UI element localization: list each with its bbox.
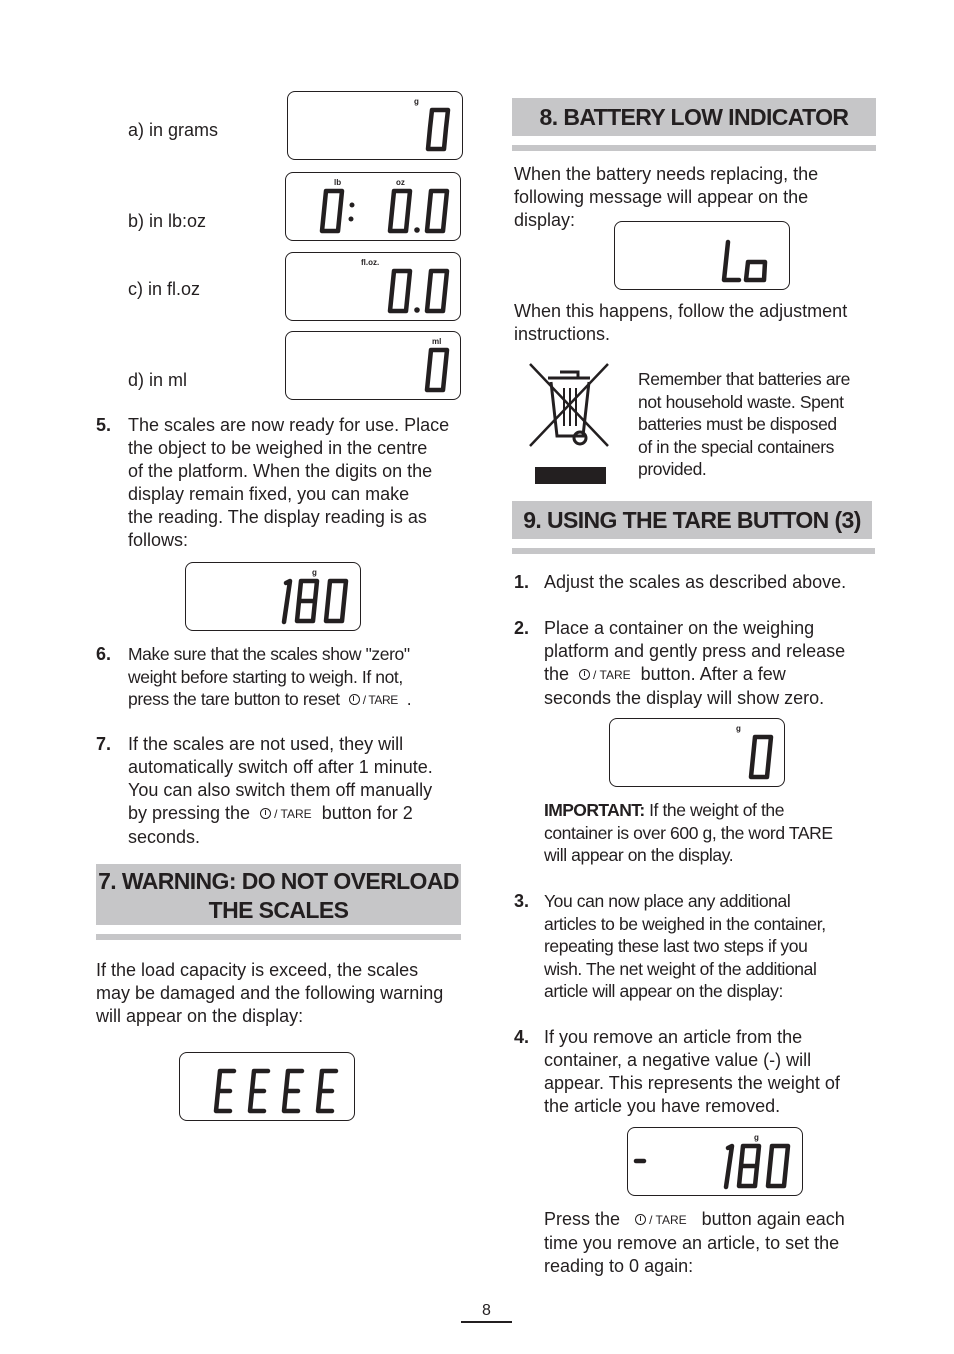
step7-text: If the scales are not used, they will automatically switch off after 1 minute. You can also switch them off manually by pressing the / TARE button for 2 seconds. bbox=[128, 734, 433, 847]
important-note: IMPORTANT: If the weight of the container is over 600 g, the word TARE will appear on the display. bbox=[544, 800, 833, 865]
tare-step3-number: 3. bbox=[514, 891, 530, 911]
lcd-digits bbox=[628, 1128, 804, 1197]
tare-step1-text: Adjust the scales as described above. bbox=[544, 572, 847, 592]
section8-header: 8. BATTERY LOW INDICATOR bbox=[512, 98, 876, 136]
tare-step1-number: 1. bbox=[514, 572, 530, 592]
power-icon bbox=[260, 808, 271, 819]
lcd-digits bbox=[615, 222, 791, 291]
section9-header: 9. USING THE TARE BUTTON (3) bbox=[512, 501, 872, 539]
display-c-label: c) in fl.oz bbox=[128, 279, 201, 299]
step5-text: The scales are now ready for use. Place the object to be weighed in the centre of the platform. When the digits on the display remain fixed, you can make the reading. The display reading is as follows: bbox=[128, 415, 450, 550]
lcd-digits bbox=[286, 253, 462, 322]
lcd-display-low-battery bbox=[614, 221, 790, 290]
display-d-label: d) in ml bbox=[128, 370, 188, 390]
overload-text: If the load capacity is exceed, the scales may be damaged and the following warning will appear on the display: bbox=[96, 960, 444, 1026]
tare-step3-text: You can now place any additional articles to be weighed in the container, repeating these last two steps if you wish. The net weight of the additional article will appear on the display: bbox=[544, 891, 826, 1001]
step5-number: 5. bbox=[96, 415, 112, 435]
lcd-digits bbox=[186, 563, 362, 632]
power-icon bbox=[349, 694, 360, 705]
display-a-label: a) in grams bbox=[128, 120, 219, 140]
battery-text: When the battery needs replacing, the following message will appear on the display: bbox=[514, 164, 819, 230]
lcd-display-180: g bbox=[185, 562, 361, 631]
lcd-display-floz: fl.oz. bbox=[285, 252, 461, 321]
tare-button-symbol: / TARE bbox=[349, 689, 398, 712]
lcd-digits bbox=[610, 719, 786, 788]
lcd-display-zero: g bbox=[609, 718, 785, 787]
lcd-display-error bbox=[179, 1052, 355, 1121]
lcd-display-negative-180: g bbox=[627, 1127, 803, 1196]
tare-button-symbol: / TARE bbox=[260, 803, 312, 826]
tare-step2-number: 2. bbox=[514, 618, 530, 638]
step6-text: Make sure that the scales show "zero" weight before starting to weigh. If not, press the tare button to reset / TARE . bbox=[128, 643, 473, 712]
section7-rule bbox=[96, 934, 461, 940]
display-b-label: b) in lb:oz bbox=[128, 211, 207, 231]
power-icon bbox=[635, 1214, 646, 1225]
lcd-digits bbox=[180, 1053, 356, 1122]
lcd-digits bbox=[286, 332, 462, 401]
page-number-rule bbox=[461, 1321, 512, 1323]
press-tare-text: Press the / TARE button again each time you remove an article, to set the reading to 0 again: bbox=[544, 1209, 845, 1276]
after-text: When this happens, follow the adjustment instructions. bbox=[514, 301, 848, 344]
tare-step2-text: Place a container on the weighing platform and gently press and release the / TARE button. After a few seconds the display will show zero. bbox=[544, 618, 846, 708]
lcd-display-grams: g bbox=[287, 91, 463, 160]
recycle-text: Remember that batteries are not household waste. Spent batteries must be disposed of in the special containers provided. bbox=[638, 369, 850, 479]
lcd-display-ml: ml bbox=[285, 331, 461, 400]
lcd-digits bbox=[286, 173, 462, 242]
tare-step4-number: 4. bbox=[514, 1027, 530, 1047]
tare-button-symbol: / TARE bbox=[579, 664, 631, 687]
section7-header: 7. WARNING: DO NOT OVERLOAD THE SCALES bbox=[96, 864, 461, 925]
lcd-display-lboz: lb oz bbox=[285, 172, 461, 241]
tare-button-symbol: / TARE bbox=[635, 1209, 687, 1232]
step6-number: 6. bbox=[96, 644, 112, 664]
page-number: 8 bbox=[482, 1302, 491, 1319]
tare-step4-text: If you remove an article from the container, a negative value (-) will appear. This represents the weight of the article you have removed. bbox=[544, 1027, 840, 1116]
power-icon bbox=[579, 669, 590, 680]
lcd-digits bbox=[288, 92, 464, 161]
weee-crossed-bin-icon bbox=[524, 360, 614, 488]
section9-rule bbox=[512, 548, 875, 554]
section8-rule bbox=[512, 145, 876, 151]
step7-number: 7. bbox=[96, 734, 112, 754]
